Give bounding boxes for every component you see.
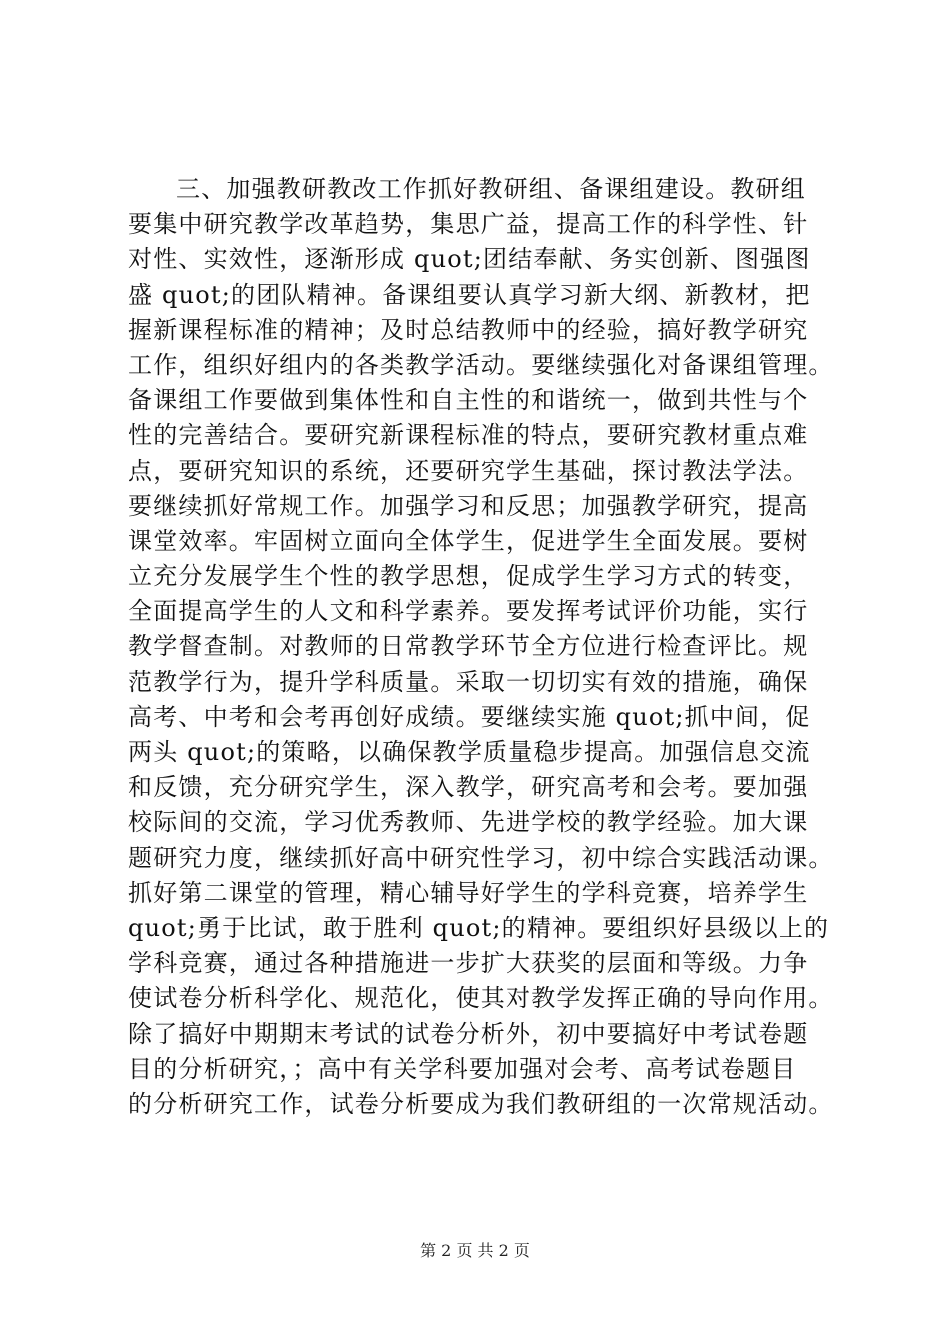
text-line: 点，要研究知识的系统，还要研究学生基础，探讨教法学法。: [128, 456, 809, 485]
text-line: 课堂效率。牢固树立面向全体学生，促进学生全面发展。要树: [128, 526, 809, 555]
text-line: 范教学行为，提升学科质量。采取一切切实有效的措施，确保: [128, 667, 809, 696]
text-line: 和反馈，充分研究学生，深入教学，研究高考和会考。要加强: [128, 773, 809, 802]
text-line: 对性、实效性，逐渐形成 quot;团结奉献、务实创新、图强图: [128, 245, 811, 274]
text-line: 两头 quot;的策略，以确保教学质量稳步提高。加强信息交流: [128, 738, 811, 766]
text-line: 三、加强教研教改工作抓好教研组、备课组建设。教研组: [176, 175, 806, 203]
text-line: 全面提高学生的人文和科学素养。要发挥考试评价功能，实行: [128, 597, 809, 626]
text-line: 备课组工作要做到集体性和自主性的和谐统一，做到共性与个: [128, 386, 809, 415]
page-number-footer: 第 2 页 共 2 页: [420, 1241, 530, 1260]
text-line: 教学督查制。对教师的日常教学环节全方位进行检查评比。规: [128, 632, 809, 661]
text-line: 学科竞赛，通过各种措施进一步扩大获奖的层面和等级。力争: [128, 949, 809, 978]
text-line: 的分析研究工作，试卷分析要成为我们教研组的一次常规活动。: [128, 1089, 834, 1118]
text-line: quot;勇于比试，敢于胜利 quot;的精神。要组织好县级以上的: [128, 913, 830, 942]
text-line: 校际间的交流，学习优秀教师、先进学校的教学经验。加大课: [128, 808, 809, 837]
text-line: 性的完善结合。要研究新课程标准的特点，要研究教材重点难: [128, 421, 809, 450]
text-line: 立充分发展学生个性的教学思想，促成学生学习方式的转变，: [128, 562, 809, 591]
text-line: 工作，组织好组内的各类教学活动。要继续强化对备课组管理。: [128, 350, 834, 379]
text-line: 除了搞好中期期末考试的试卷分析外，初中要搞好中考试卷题: [128, 1019, 809, 1048]
text-line: 高考、中考和会考再创好成绩。要继续实施 quot;抓中间，促: [128, 702, 811, 731]
text-line: 握新课程标准的精神；及时总结教师中的经验，搞好教学研究: [128, 315, 809, 344]
text-line: 盛 quot;的团队精神。备课组要认真学习新大纲、新教材，把: [128, 280, 811, 309]
text-line: 使试卷分析科学化、规范化，使其对教学发挥正确的导向作用。: [128, 984, 834, 1013]
text-line: 目的分析研究，；高中有关学科要加强对会考、高考试卷题目: [128, 1054, 797, 1083]
body-paragraph: [128, 172, 848, 1122]
text-line: 抓好第二课堂的管理，精心辅导好学生的学科竞赛，培养学生: [128, 878, 809, 907]
text-line: 题研究力度，继续抓好高中研究性学习，初中综合实践活动课。: [128, 843, 834, 872]
text-line: 要集中研究教学改革趋势，集思广益，提高工作的科学性、针: [128, 210, 809, 239]
text-line: 要继续抓好常规工作。加强学习和反思；加强教学研究，提高: [128, 491, 809, 520]
